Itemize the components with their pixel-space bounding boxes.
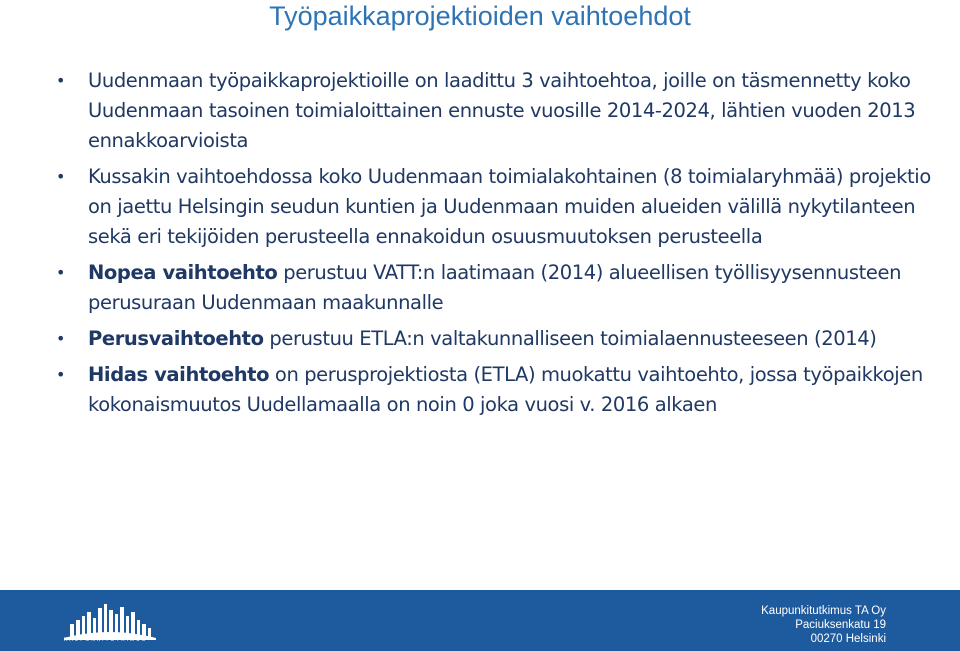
bullet-dot-icon: • xyxy=(56,71,66,90)
bullet-list xyxy=(56,66,936,426)
bullet-item xyxy=(56,66,936,156)
bullet-text: perustuu ETLA:n valtakunnalliseen toimialaennusteeseen (2014) xyxy=(263,327,877,350)
logo-text: KAUPUNKITUTKIMUS xyxy=(64,637,148,643)
address-line-company: Kaupunkitutkimus TA Oy xyxy=(761,605,886,617)
bullet-item xyxy=(56,258,936,318)
bullet-bold-text: Perusvaihtoehto xyxy=(88,327,264,350)
bullet-dot-icon: • xyxy=(56,365,66,384)
bullet-bold-text: Nopea vaihtoehto xyxy=(88,261,278,284)
bullet-text: perustuu VATT:n laatimaan (2014) alueellisen työllisyysennusteen perusuraan Uudenmaan maakunnalle xyxy=(88,261,902,314)
bullet-dot-icon: • xyxy=(56,167,66,186)
address-line-city: 00270 Helsinki xyxy=(810,633,886,645)
bullet-item xyxy=(56,162,936,252)
bullet-text: Kussakin vaihtoehdossa koko Uudenmaan toimialakohtainen (8 toimialaryhmää) projektio on jaettu Helsingin seudun kuntien ja Uudenmaan muiden alueiden välillä nykytilanteen sekä eri tekijöiden perusteella ennakoidun osuusmuutoksen perusteella xyxy=(88,165,931,248)
address-line-street: Paciuksenkatu 19 xyxy=(795,619,886,631)
bullet-text: on perusprojektiosta (ETLA) muokattu vaihtoehto, jossa työpaikkojen kokonaismuutos Uudellamaalla on noin 0 joka vuosi v. 2016 alkaen xyxy=(88,363,923,416)
bullet-bold-text: Hidas vaihtoehto xyxy=(88,363,270,386)
bullet-dot-icon: • xyxy=(56,329,66,348)
bullet-dot-icon: • xyxy=(56,263,66,282)
bullet-item xyxy=(56,360,936,420)
bullet-item xyxy=(56,324,936,354)
slide-title: Työpaikkaprojektioiden vaihtoehdot xyxy=(269,1,691,31)
bullet-text: Uudenmaan työpaikkaprojektioille on laadittu 3 vaihtoehtoa, joille on täsmennetty koko Uudenmaan tasoinen toimialoittainen ennuste vuosille 2014-2024, lähtien vuoden 2013 ennakkoarvioista xyxy=(88,69,916,152)
footer-address xyxy=(686,604,886,646)
